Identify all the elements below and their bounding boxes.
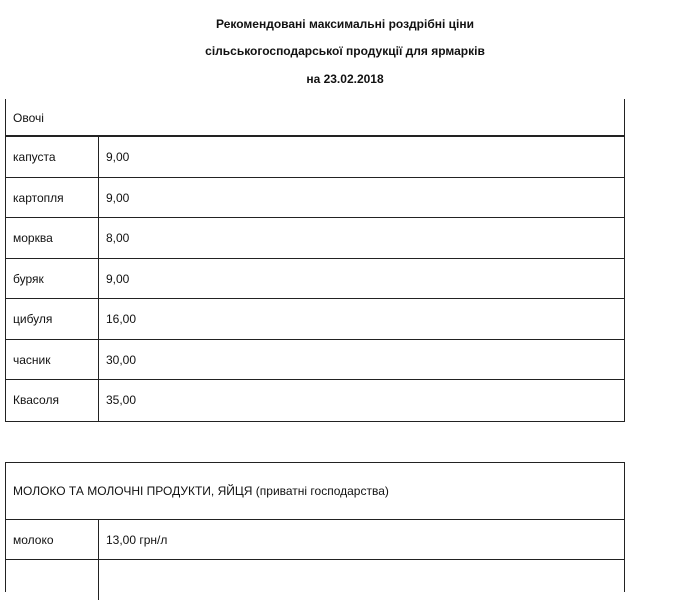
product-price: 13,00 грн/л bbox=[106, 533, 168, 547]
table-row bbox=[6, 178, 624, 219]
product-name: Квасоля bbox=[6, 380, 99, 421]
product-price: 8,00 bbox=[106, 231, 130, 245]
product-name: молоко bbox=[6, 520, 99, 559]
product-name: цибуля bbox=[6, 299, 99, 339]
dairy-table bbox=[5, 462, 625, 592]
table-row bbox=[6, 520, 624, 560]
table-row bbox=[6, 299, 624, 340]
title-line-1: Рекомендовані максимальні роздрібні ціни bbox=[216, 17, 474, 31]
table-row bbox=[6, 259, 624, 300]
product-price: 16,00 bbox=[106, 312, 137, 326]
title-date: на 23.02.2018 bbox=[306, 72, 384, 86]
product-name: буряк bbox=[6, 259, 99, 299]
product-price: 9,00 bbox=[106, 150, 130, 164]
product-name: часник bbox=[6, 340, 99, 380]
product-price: 9,00 bbox=[106, 190, 130, 205]
vegetables-table bbox=[5, 99, 625, 422]
product-price bbox=[99, 560, 624, 600]
table-row bbox=[6, 340, 624, 381]
product-price: 9,00 bbox=[106, 271, 130, 286]
product-name: морква bbox=[6, 218, 99, 258]
product-price: 35,00 bbox=[106, 393, 137, 407]
table-row bbox=[6, 560, 624, 600]
title-line-2: сільськогосподарської продукції для ярмарків bbox=[205, 44, 485, 58]
product-price: 30,00 bbox=[106, 352, 137, 367]
product-name: картопля bbox=[6, 178, 99, 218]
vegetables-header: Овочі bbox=[6, 99, 624, 137]
table-row bbox=[6, 137, 624, 178]
table-row bbox=[6, 380, 624, 421]
product-name: капуста bbox=[6, 137, 99, 177]
product-name bbox=[6, 560, 99, 600]
table-row bbox=[6, 218, 624, 259]
dairy-header: МОЛОКО ТА МОЛОЧНІ ПРОДУКТИ, ЯЙЦЯ (приватні господарства) bbox=[6, 463, 624, 520]
